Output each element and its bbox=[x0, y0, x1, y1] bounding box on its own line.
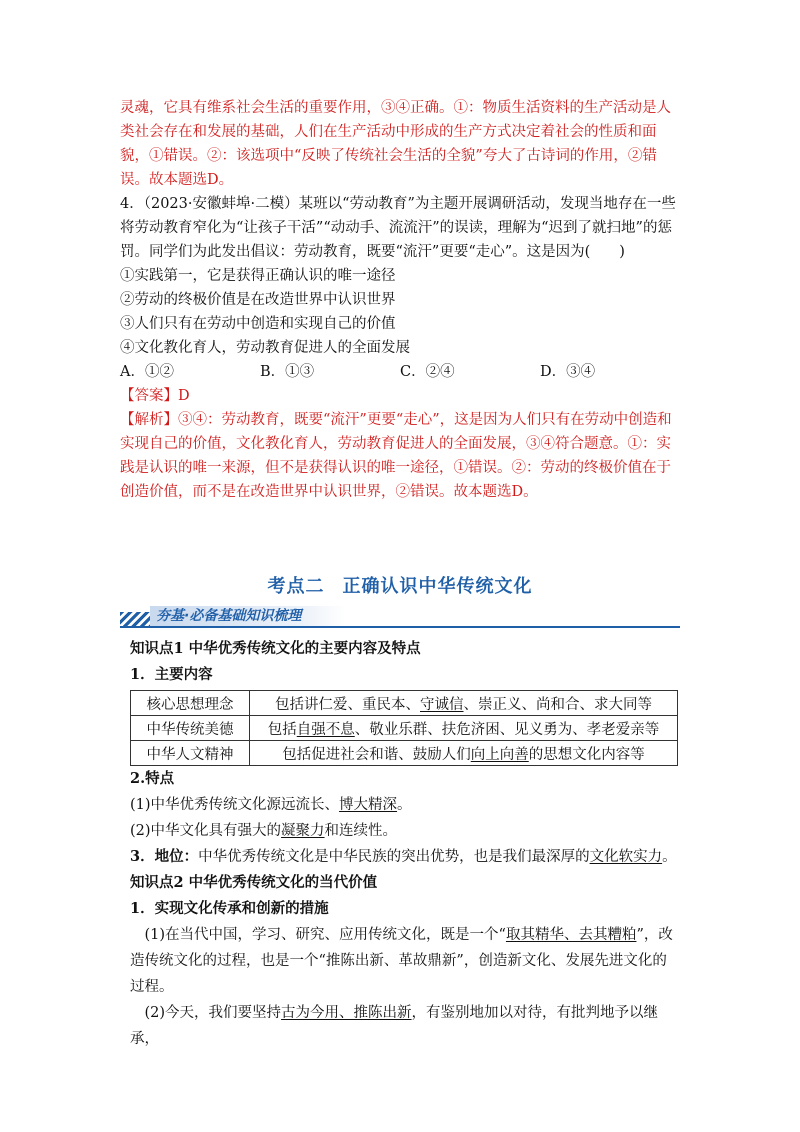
kp1-sub1: 1．主要内容 bbox=[130, 666, 213, 683]
status-line: 3．地位：中华优秀传统文化是中华民族的突出优势，也是我们最深厚的文化软实力。 bbox=[130, 848, 677, 865]
q4-choices bbox=[120, 360, 680, 384]
table-value: 包括自强不息、敬业乐群、扶危济困、见义勇为、孝老爱亲等 bbox=[250, 716, 678, 741]
q4-option-1: ①实践第一，它是获得正确认识的唯一途径 bbox=[120, 268, 396, 284]
table-value: 包括促进社会和谐、鼓励人们向上向善的思想文化内容等 bbox=[250, 741, 678, 766]
choice-d: D．③④ bbox=[540, 364, 596, 380]
q4-option-3: ③人们只有在劳动中创造和实现自己的价值 bbox=[120, 316, 396, 332]
q4-stem: 4．（2023·安徽蚌埠·二模）某班以“劳动教育”为主题开展调研活动，发现当地存在一些将劳动教育窄化为“让孩子干活”“动动手、流流汗”的误读，理解为“迟到了就扫地”的惩罚。同学们为此发出倡议：劳动教育，既要“流汗”更要“走心”。这是因为( ) bbox=[120, 196, 676, 260]
section-number: 考点二 bbox=[267, 576, 325, 597]
q4-option-2: ②劳动的终极价值是在改造世界中认识世界 bbox=[120, 292, 396, 308]
kp2-paragraph-1: (1)在当代中国，学习、研究、应用传统文化，既是一个“取其精华、去其糟粕”，改造传统文化的过程，也是一个“推陈出新、革故鼎新”，创造新文化、发展先进文化的过程。 bbox=[130, 927, 673, 995]
kp2-title: 知识点2 中华优秀传统文化的当代价值 bbox=[130, 874, 378, 891]
q4-option-4: ④文化教化育人，劳动教育促进人的全面发展 bbox=[120, 340, 410, 356]
table-key: 中华传统美德 bbox=[131, 716, 250, 741]
answer-value: D bbox=[178, 388, 190, 404]
kp1-title: 知识点1 中华优秀传统文化的主要内容及特点 bbox=[130, 640, 421, 657]
section-banner bbox=[120, 604, 680, 628]
feature-1: (1)中华优秀传统文化源远流长、博大精深。 bbox=[130, 797, 412, 813]
choice-b: B．①③ bbox=[260, 364, 315, 380]
table-key: 核心思想理念 bbox=[131, 691, 250, 716]
content-table bbox=[130, 690, 678, 766]
table-row bbox=[131, 716, 678, 741]
answer-tag: 【答案】 bbox=[120, 388, 178, 404]
choice-c: C．②④ bbox=[400, 364, 455, 380]
banner-label: 夯基·必备基础知识梳理 bbox=[150, 606, 346, 626]
table-value: 包括讲仁爱、重民本、守诚信、崇正义、尚和合、求大同等 bbox=[250, 691, 678, 716]
q4-explanation bbox=[120, 408, 680, 504]
kp2-paragraph-2: (2)今天，我们要坚持古为今用、推陈出新，有鉴别地加以对待，有批判地予以继承， bbox=[130, 1005, 659, 1047]
q4-answer bbox=[120, 384, 680, 408]
explain-text: ③④：劳动教育，既要“流汗”更要“走心”，这是因为人们只有在劳动中创造和实现自己的价值，文化教化育人，劳动教育促进人的全面发展，③④符合题意。①：实践是认识的唯一来源，但不是获得认识的唯一途径，①错误。②：劳动的终极价值在于创造价值，而不是在改造世界中认识世界，②错误。故本题选D。 bbox=[120, 412, 672, 500]
section-title bbox=[120, 572, 680, 598]
banner-rule bbox=[120, 626, 680, 628]
table-row bbox=[131, 741, 678, 766]
choice-a: A．①② bbox=[120, 364, 174, 380]
feature-2: (2)中华文化具有强大的凝聚力和连续性。 bbox=[130, 823, 398, 839]
table-row bbox=[131, 691, 678, 716]
table-key: 中华人文精神 bbox=[131, 741, 250, 766]
kp2-sub1: 1．实现文化传承和创新的措施 bbox=[130, 900, 329, 917]
document-page bbox=[120, 96, 680, 1052]
explain-tag: 【解析】 bbox=[120, 412, 178, 428]
q3-explanation-tail: 灵魂，它具有维系社会生活的重要作用，③④正确。①：物质生活资料的生产活动是人类社会存在和发展的基础，人们在生产活动中形成的生产方式决定着社会的性质和面貌，①错误。②：该选项中“反映了传统社会生活的全貌”夸大了古诗词的作用，②错误。故本题选D。 bbox=[120, 100, 671, 188]
banner-stripe bbox=[120, 612, 150, 626]
section-name: 正确认识中华传统文化 bbox=[342, 576, 533, 597]
kp1-sub2: 2.特点 bbox=[130, 770, 175, 787]
